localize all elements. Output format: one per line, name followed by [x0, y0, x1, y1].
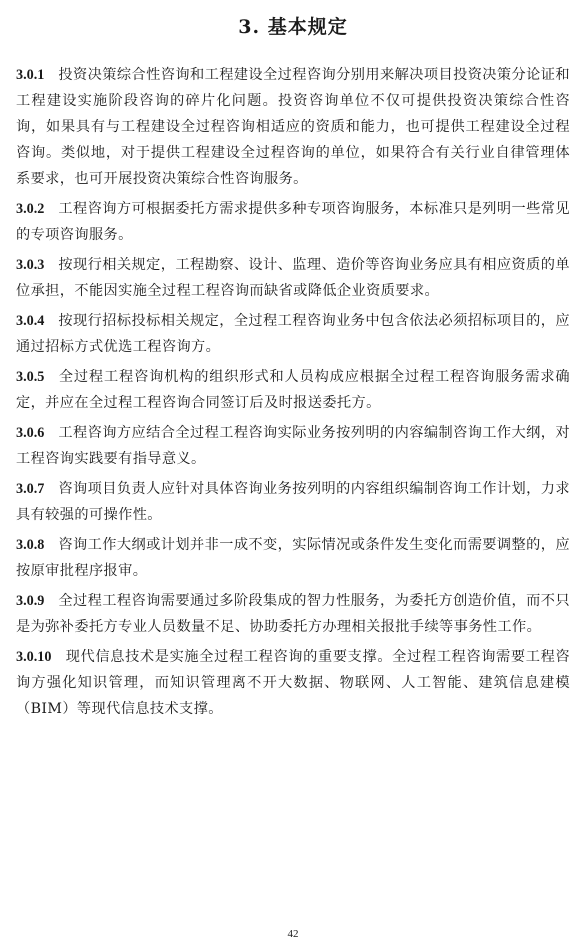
clause-number: 3.0.3	[16, 257, 45, 273]
clause-number: 3.0.9	[16, 593, 45, 609]
clause-number: 3.0.2	[16, 201, 45, 217]
clause-3-0-2	[16, 196, 570, 248]
clause-number: 3.0.10	[16, 649, 52, 665]
clause-text: 现代信息技术是实施全过程工程咨询的重要支撑。全过程工程咨询需要工程咨询方强化知识管理，而知识管理离不开大数据、物联网、人工智能、建筑信息建模（BIM）等现代信息技术支撑。	[16, 649, 570, 717]
clause-text: 咨询工作大纲或计划并非一成不变，实际情况或条件发生变化而需要调整的，应按原审批程序报审。	[16, 537, 570, 579]
clause-number: 3.0.4	[16, 313, 45, 329]
clause-3-0-6	[16, 420, 570, 472]
clause-3-0-1	[16, 62, 570, 192]
section-title: 3. 基本规定	[238, 16, 348, 38]
clause-3-0-5	[16, 364, 570, 416]
clause-list	[16, 62, 570, 726]
clause-text: 全过程工程咨询机构的组织形式和人员构成应根据全过程工程咨询服务需求确定，并应在全过程工程咨询合同签订后及时报送委托方。	[16, 369, 570, 411]
clause-3-0-9	[16, 588, 570, 640]
clause-text: 工程咨询方可根据委托方需求提供多种专项咨询服务，本标准只是列明一些常见的专项咨询服务。	[16, 201, 570, 243]
page-number: 42	[287, 928, 299, 940]
clause-text: 全过程工程咨询需要通过多阶段集成的智力性服务，为委托方创造价值，而不只是为弥补委托方专业人员数量不足、协助委托方办理相关报批手续等事务性工作。	[16, 593, 570, 635]
clause-3-0-7	[16, 476, 570, 528]
clause-number: 3.0.8	[16, 537, 45, 553]
clause-3-0-4	[16, 308, 570, 360]
clause-number: 3.0.7	[16, 481, 45, 497]
clause-text: 按现行相关规定，工程勘察、设计、监理、造价等咨询业务应具有相应资质的单位承担，不能因实施全过程工程咨询而缺省或降低企业资质要求。	[16, 257, 570, 299]
clause-number: 3.0.6	[16, 425, 45, 441]
clause-3-0-8	[16, 532, 570, 584]
clause-number: 3.0.1	[16, 67, 45, 83]
clause-text: 咨询项目负责人应针对具体咨询业务按列明的内容组织编制咨询工作计划，力求具有较强的可操作性。	[16, 481, 570, 523]
clause-number: 3.0.5	[16, 369, 45, 385]
clause-text: 工程咨询方应结合全过程工程咨询实际业务按列明的内容编制咨询工作大纲，对工程咨询实践要有指导意义。	[16, 425, 570, 467]
clause-3-0-3	[16, 252, 570, 304]
clause-3-0-10	[16, 644, 570, 722]
clause-text: 按现行招标投标相关规定，全过程工程咨询业务中包含依法必须招标项目的，应通过招标方式优选工程咨询方。	[16, 313, 570, 355]
clause-text: 投资决策综合性咨询和工程建设全过程咨询分别用来解决项目投资决策分论证和工程建设实施阶段咨询的碎片化问题。投资咨询单位不仅可提供投资决策综合性咨询，如果具有与工程建设全过程咨询相适应的资质和能力，也可提供工程建设全过程咨询。类似地，对于提供工程建设全过程咨询的单位，如果符合有关行业自律管理体系要求，也可开展投资决策综合性咨询服务。	[16, 67, 570, 187]
